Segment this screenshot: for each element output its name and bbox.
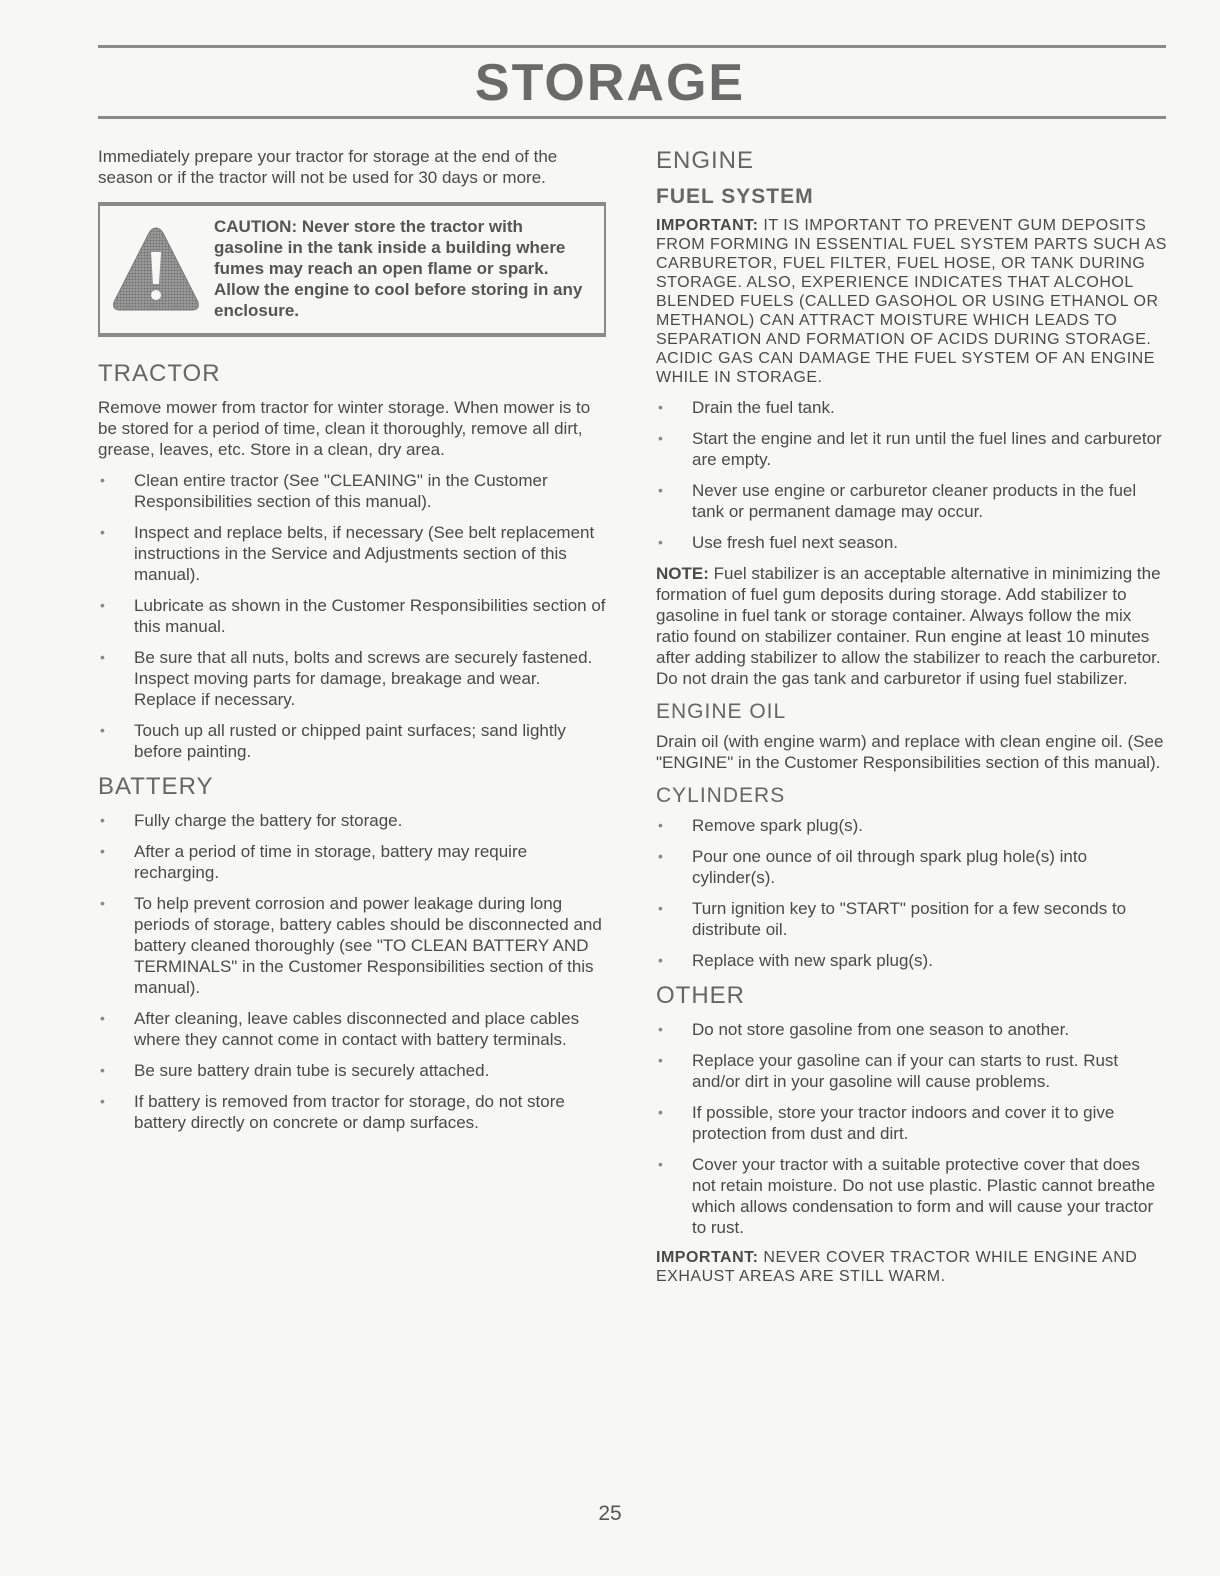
list-item: • Touch up all rusted or chipped paint surfaces; sand lightly before painting. [98,720,606,762]
warning-triangle-icon [110,224,202,314]
list-item: • Inspect and replace belts, if necessary (See belt replacement instructions in the Service and Adjustments section of this manual). [98,522,606,585]
note-label: NOTE: [656,564,709,583]
engine-heading: ENGINE [656,147,755,174]
note-text: Fuel stabilizer is an acceptable alternative in minimizing the formation of fuel gum deposits during storage. Add stabilizer to gasoline in fuel tank or storage container. Always follow the mix ratio found on stabilizer container. Run engine at least 10 minutes after adding stabilizer to allow the stabilizer to reach the carburetor. Do not drain the gas tank and carburetor if using fuel stabilizer. [656,564,1161,688]
left-column [98,146,606,1143]
fuel-important-paragraph [656,216,1168,387]
list-item: • Be sure that all nuts, bolts and screws are securely fastened. Inspect moving parts for damage, breakage and wear. Replace if necessary. [98,647,606,710]
list-item: • Pour one ounce of oil through spark plug hole(s) into cylinder(s). [656,846,1168,888]
tractor-list [98,470,606,762]
list-item: • Do not store gasoline from one season to another. [656,1019,1168,1040]
page-title: STORAGE [474,54,746,112]
fuel-list [656,397,1168,553]
caution-message: Never store the tractor with gasoline in the tank inside a building where fumes may reach an open flame or spark. Allow the engine to cool before storing in any enclosure. [214,217,583,320]
list-item: • Clean entire tractor (See "CLEANING" in the Customer Responsibilities section of this manual). [98,470,606,512]
important-label: IMPORTANT: [656,217,759,234]
cylinders-list [656,815,1168,971]
caution-box [98,202,606,337]
list-item: • Turn ignition key to "START" position for a few seconds to distribute oil. [656,898,1168,940]
engine-oil-heading: ENGINE OIL [656,700,787,723]
list-item: • Replace your gasoline can if your can starts to rust. Rust and/or dirt in your gasoline will cause problems. [656,1050,1168,1092]
title-rule-bottom [98,116,1166,119]
important-text: IT IS IMPORTANT TO PREVENT GUM DEPOSITS FROM FORMING IN ESSENTIAL FUEL SYSTEM PARTS SUCH AS CARBURETOR, FUEL FILTER, FUEL HOSE, OR TANK DURING STORAGE. ALSO, EXPERIENCE INDICATES THAT ALCOHOL BLENDED FUELS (CALLED GASOHOL OR USING ETHANOL OR METHANOL) CAN ATTRACT MOISTURE WHICH LEADS TO SEPARATION AND FORMATION OF ACIDS DURING STORAGE. ACIDIC GAS CAN DAMAGE THE FUEL SYSTEM OF AN ENGINE WHILE IN STORAGE. [656,217,1167,386]
other-list [656,1019,1168,1238]
list-item: • After a period of time in storage, battery may require recharging. [98,841,606,883]
list-item: • If possible, store your tractor indoors and cover it to give protection from dust and dirt. [656,1102,1168,1144]
list-item: • Drain the fuel tank. [656,397,1168,418]
important-text: NEVER COVER TRACTOR WHILE ENGINE AND EXHAUST AREAS ARE STILL WARM. [656,1249,1138,1285]
tractor-paragraph: Remove mower from tractor for winter storage. When mower is to be stored for a period of time, clean it thoroughly, remove all dirt, grease, leaves, etc. Store in a clean, dry area. [98,398,591,459]
list-item: • Start the engine and let it run until the fuel lines and carburetor are empty. [656,428,1168,470]
list-item: • Use fresh fuel next season. [656,532,1168,553]
list-item: • Remove spark plug(s). [656,815,1168,836]
list-item: • To help prevent corrosion and power leakage during long periods of storage, battery cables should be disconnected and battery cleaned thoroughly (see "TO CLEAN BATTERY AND TERMINALS" in the Customer Responsibilities section of this manual). [98,893,606,998]
note-paragraph [656,563,1168,689]
tractor-heading: TRACTOR [98,360,221,387]
list-item: • Replace with new spark plug(s). [656,950,1168,971]
engine-oil-paragraph: Drain oil (with engine warm) and replace with clean engine oil. (See "ENGINE" in the Customer Responsibilities section of this manual). [656,732,1164,772]
list-item: • Never use engine or carburetor cleaner products in the fuel tank or permanent damage may occur. [656,480,1168,522]
caution-text [214,216,594,321]
battery-list [98,810,606,1133]
other-important-paragraph [656,1248,1168,1286]
list-item: • Be sure battery drain tube is securely attached. [98,1060,606,1081]
list-item: • Lubricate as shown in the Customer Responsibilities section of this manual. [98,595,606,637]
intro-paragraph: Immediately prepare your tractor for storage at the end of the season or if the tractor will not be used for 30 days or more. [98,147,558,187]
important-label: IMPORTANT: [656,1249,759,1266]
battery-heading: BATTERY [98,773,214,800]
caution-label: CAUTION: [214,217,298,236]
list-item: • After cleaning, leave cables disconnected and place cables where they cannot come in contact with battery terminals. [98,1008,606,1050]
right-column [656,146,1168,1296]
list-item: • Fully charge the battery for storage. [98,810,606,831]
page-number: 25 [598,1502,622,1525]
other-heading: OTHER [656,982,745,1009]
list-item: • If battery is removed from tractor for storage, do not store battery directly on concrete or damp surfaces. [98,1091,606,1133]
cylinders-heading: CYLINDERS [656,784,786,807]
fuel-system-heading: FUEL SYSTEM [656,185,814,208]
title-rule-top [98,45,1166,48]
list-item: • Cover your tractor with a suitable protective cover that does not retain moisture. Do not use plastic. Plastic cannot breathe which allows condensation to form and will cause your tractor to rust. [656,1154,1168,1238]
